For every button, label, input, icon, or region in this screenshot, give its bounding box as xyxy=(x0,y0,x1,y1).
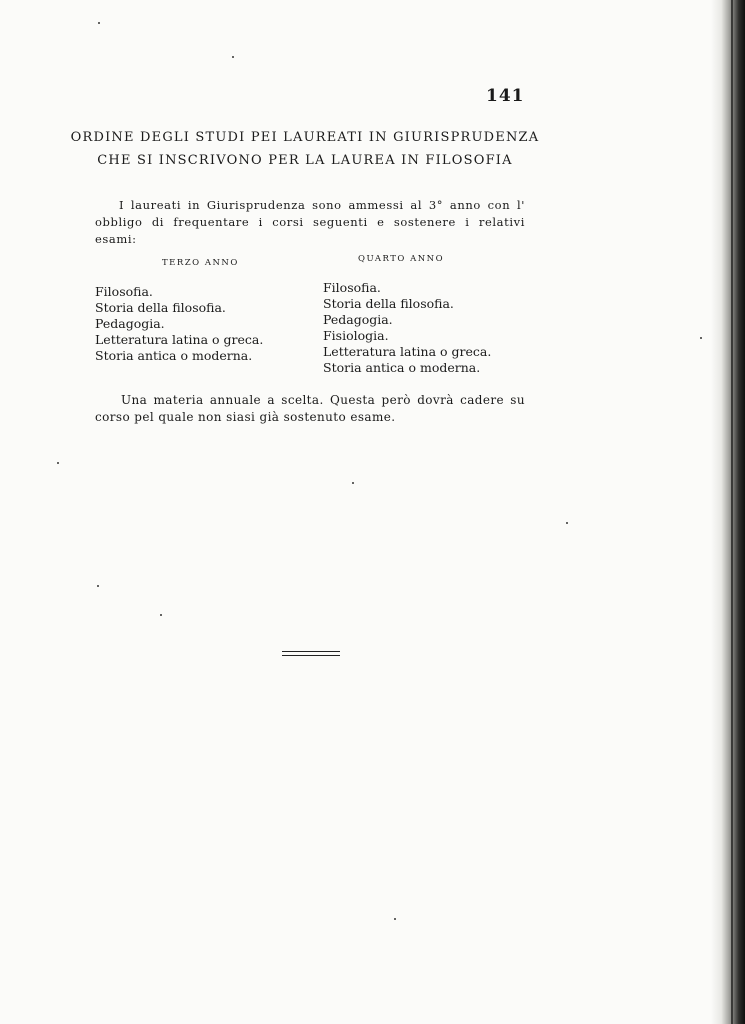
scan-speck xyxy=(700,337,702,339)
list-item: Filosofia. xyxy=(323,280,381,295)
list-item: Storia antica o moderna. xyxy=(323,360,481,375)
title-line-2: CHE SI INSCRIVONO PER LA LAUREA IN FILOSOFIA xyxy=(97,153,513,168)
closing-paragraph: Una materia annuale a scelta. Questa però dovrà cadere su corso pel quale non siasi già sostenuto esame. xyxy=(95,393,525,424)
scan-speck xyxy=(57,462,59,464)
page-number: 141 xyxy=(486,86,525,106)
list-item: Storia della filosofia. xyxy=(95,300,226,315)
list-item: Storia antica o moderna. xyxy=(95,348,253,363)
page-binding-line xyxy=(731,0,733,1024)
list-item: Pedagogia. xyxy=(95,316,165,331)
scan-speck xyxy=(394,918,396,920)
scan-speck xyxy=(232,56,234,58)
terzo-anno-list xyxy=(95,284,263,364)
intro-paragraph: I laureati in Giurisprudenza sono ammessi al 3° anno con l' obbligo di frequentare i corsi seguenti e sostenere i relativi esami: xyxy=(95,198,525,246)
list-item: Pedagogia. xyxy=(323,312,393,327)
list-item: Letteratura latina o greca. xyxy=(323,344,492,359)
scan-speck xyxy=(566,522,568,524)
list-item: Fisiologia. xyxy=(323,328,389,343)
page-binding-edge xyxy=(711,0,745,1024)
scan-speck xyxy=(97,585,99,587)
scan-speck xyxy=(352,482,354,484)
title-line-1: ORDINE DEGLI STUDI PEI LAUREATI IN GIURISPRUDENZA xyxy=(70,130,540,145)
scan-speck xyxy=(160,614,162,616)
quarto-anno-list xyxy=(323,280,491,376)
quarto-anno-heading: QUARTO ANNO xyxy=(358,254,445,264)
list-item: Letteratura latina o greca. xyxy=(95,332,264,347)
scan-speck xyxy=(98,22,100,24)
section-divider-top xyxy=(282,651,340,652)
section-divider-bottom xyxy=(282,655,340,656)
list-item: Filosofia. xyxy=(95,284,153,299)
list-item: Storia della filosofia. xyxy=(323,296,454,311)
terzo-anno-heading: TERZO ANNO xyxy=(162,258,239,268)
